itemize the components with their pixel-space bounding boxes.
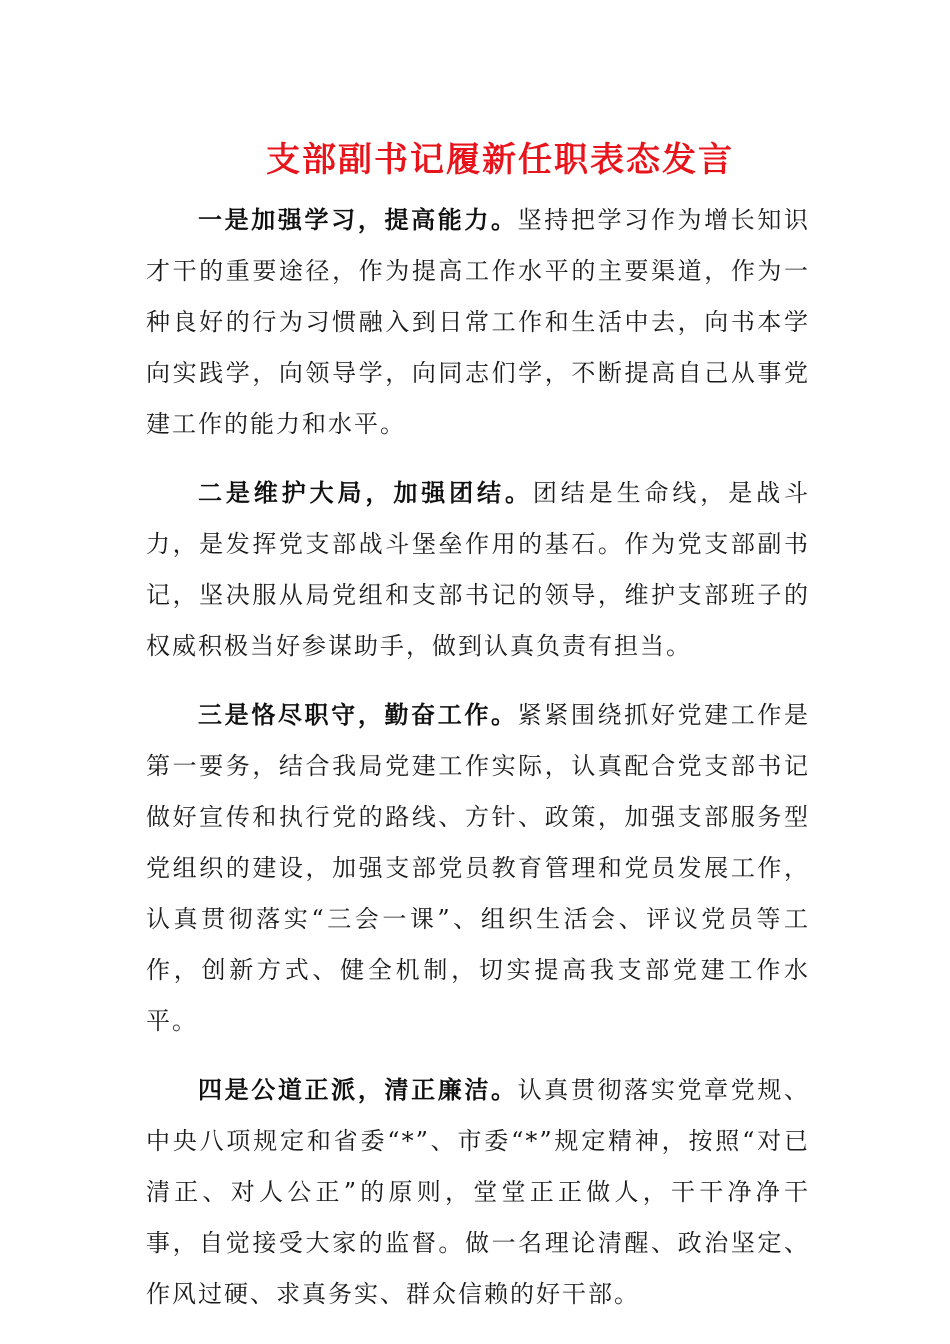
paragraph-duty <box>146 689 810 1047</box>
document-body <box>146 194 810 1337</box>
paragraph-lead: 三是恪尽职守，勤奋工作。 <box>198 700 518 729</box>
paragraph-lead: 一是加强学习，提高能力。 <box>198 205 518 234</box>
paragraph-lead: 四是公道正派，清正廉洁。 <box>198 1075 518 1104</box>
paragraph-integrity <box>146 1064 810 1320</box>
paragraph-text: 团结是生命线，是战斗力，是发挥党支部战斗堡垒作用的基石。作为党支部副书记，坚决服从局党组和支部书记的领导，维护支部班子的权威积极当好参谋助手，做到认真负责有担当。 <box>146 479 811 660</box>
paragraph-lead: 二是维护大局，加强团结。 <box>198 478 533 507</box>
paragraph-unity <box>146 467 810 672</box>
paragraph-text: 坚持把学习作为增长知识才干的重要途径，作为提高工作水平的主要渠道，作为一种良好的行为习惯融入到日常工作和生活中去，向书本学向实践学，向领导学，向同志们学，不断提高自己从事党建工作的能力和水平。 <box>146 206 811 438</box>
paragraph-text: 认真贯彻落实党章党规、中央八项规定和省委“*”、市委“*”规定精神，按照“对已清正、对人公正”的原则，堂堂正正做人，干干净净干事，自觉接受大家的监督。做一名理论清醒、政治坚定、作风过硬、求真务实、群众信赖的好干部。 <box>146 1076 811 1308</box>
paragraph-study <box>146 194 810 450</box>
document-title: 支部副书记履新任职表态发言 <box>266 140 734 180</box>
paragraph-text: 紧紧围绕抓好党建工作是第一要务，结合我局党建工作实际，认真配合党支部书记做好宣传和执行党的路线、方针、政策，加强支部服务型党组织的建设，加强支部党员教育管理和党员发展工作，认真贯彻落实“三会一课”、组织生活会、评议党员等工作，创新方式、健全机制，切实提高我支部党建工作水平。 <box>146 701 811 1035</box>
